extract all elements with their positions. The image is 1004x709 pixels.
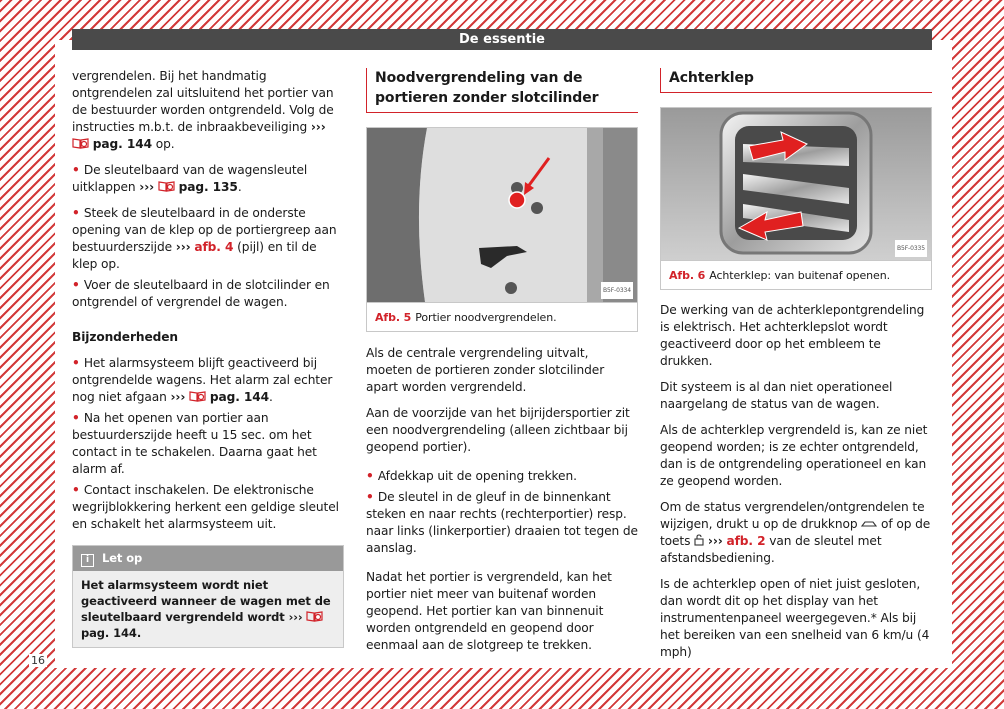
door-illustration [367, 128, 637, 302]
list-item: • De sleutel in de gleuf in de binnenkant steken en naar rechts (rechterportier) resp. naar links (linkerportier) draaien tot tegen de aanslag. [366, 489, 638, 557]
figure-code: B5F-0334 [601, 282, 633, 299]
tailgate-emblem-image [661, 108, 931, 260]
paragraph: Is de achterklep open of niet juist gesloten, dan wordt dit op het display van het instrumentenpaneel weergegeven.* Als bij het bereiken van een snelheid van 6 km/u (4 mph) [660, 577, 930, 659]
tip-header: i Let op [73, 546, 343, 571]
list-item: • Steek de sleutelbaard in de onderste opening van de klep op de portiergreep aan bestuurderszijde ››› afb. 4 (pijl) en til de klep op. [72, 205, 344, 273]
intro-paragraph: vergrendelen. Bij het handmatig ontgrendelen zal uitsluitend het portier van de bestuurder worden ontgrendeld. Volg de instructies m.b.t. de inbraakbeveiliging ››› pag. 144 op. [72, 69, 334, 151]
page-reference-link[interactable]: pag. 144 [81, 626, 137, 640]
column-2 [366, 68, 638, 663]
section-header: De essentie [72, 29, 932, 50]
info-icon: i [81, 554, 94, 567]
page-reference-link[interactable]: pag. 144 [209, 390, 270, 404]
tip-body: Het alarmsysteem wordt niet geactiveerd wanneer de wagen met de sleutelbaard vergrendeld wordt ››› pag. 144. [81, 578, 331, 640]
figure-label: Afb. 6 [669, 269, 706, 282]
paragraph: Als de centrale vergrendeling uitvalt, moeten de portieren zonder slotcilinder apart worden vergrendeld. [366, 346, 605, 394]
column-1 [72, 68, 344, 648]
page-reference-link[interactable]: pag. 144 [92, 137, 152, 151]
figure-5 [366, 127, 638, 332]
paragraph: Aan de voorzijde van het bijrijdersportier zit een noodvergrendeling (alleen zichtbaar bij geopend portier). [366, 406, 630, 454]
unlock-icon [694, 534, 704, 546]
list-item: • Voer de sleutelbaard in de slotcilinder en ontgrendel of vergrendel de wagen. [72, 277, 344, 311]
paragraph: Nadat het portier is vergrendeld, kan het portier niet meer van buitenaf worden geopend. Het portier kan van binnenuit worden ontgrendeld en geopend door eenmaal aan de slotgreep te trekken. [366, 570, 612, 652]
car-tailgate-icon [861, 519, 877, 529]
figure-reference-link[interactable]: afb. 4 [194, 240, 234, 254]
paragraph: De werking van de achterklepontgrendeling is elektrisch. Het achterklepslot wordt geactiveerd door op het embleem te drukken. [660, 303, 925, 368]
book-reference-icon [306, 610, 323, 622]
page-reference-link[interactable]: pag. 135 [178, 180, 238, 194]
figure-label: Afb. 5 [375, 311, 412, 324]
list-item: • Na het openen van portier aan bestuurderszijde heeft u 15 sec. om het contact in te schakelen. Daarna gaat het alarm af. [72, 410, 344, 478]
tip-box [72, 545, 344, 648]
section-heading: Achterklep [660, 68, 932, 93]
list-item: • De sleutelbaard van de wagensleutel uitklappen ››› pag. 135. [72, 162, 344, 196]
emblem-illustration [661, 108, 931, 260]
column-3 [660, 68, 932, 670]
list-item: • Contact inschakelen. De elektronische wegrijblokkering herkent een geldige sleutel en schakelt het alarmsysteem uit. [72, 482, 344, 533]
book-reference-icon [189, 390, 206, 402]
list-item: • Afdekkap uit de opening trekken. [366, 468, 638, 485]
door-lock-image [367, 128, 637, 302]
paragraph: Dit systeem is al dan niet operationeel naargelang de status van de wagen. [660, 380, 893, 411]
figure-caption: Afb. 6 Achterklep: van buitenaf openen. [661, 260, 931, 289]
subheading: Bijzonderheden [72, 330, 178, 344]
figure-caption: Afb. 5 Portier noodvergrendelen. [367, 302, 637, 331]
figure-code: B5F-0335 [895, 240, 927, 257]
paragraph: Als de achterklep vergrendeld is, kan ze niet geopend worden; is ze echter ontgrendeld, dan is de ontgrendeling operationeel en kan ze geopend worden. [660, 423, 928, 488]
section-heading: Noodvergrendeling van de portieren zonder slotcilinder [366, 68, 638, 113]
paragraph: Om de status vergrendelen/ontgrendelen te wijzigen, drukt u op de drukknop of op de toets ››› afb. 2 van de sleutel met afstandsbediening. [660, 500, 931, 565]
page-number: 16 [31, 654, 45, 667]
book-reference-icon [158, 180, 175, 192]
figure-6 [660, 107, 932, 290]
book-reference-icon [72, 137, 89, 149]
list-item: • Het alarmsysteem blijft geactiveerd bij ontgrendelde wagens. Het alarm zal echter nog niet afgaan ››› pag. 144. [72, 355, 344, 406]
figure-reference-link[interactable]: afb. 2 [726, 534, 766, 548]
